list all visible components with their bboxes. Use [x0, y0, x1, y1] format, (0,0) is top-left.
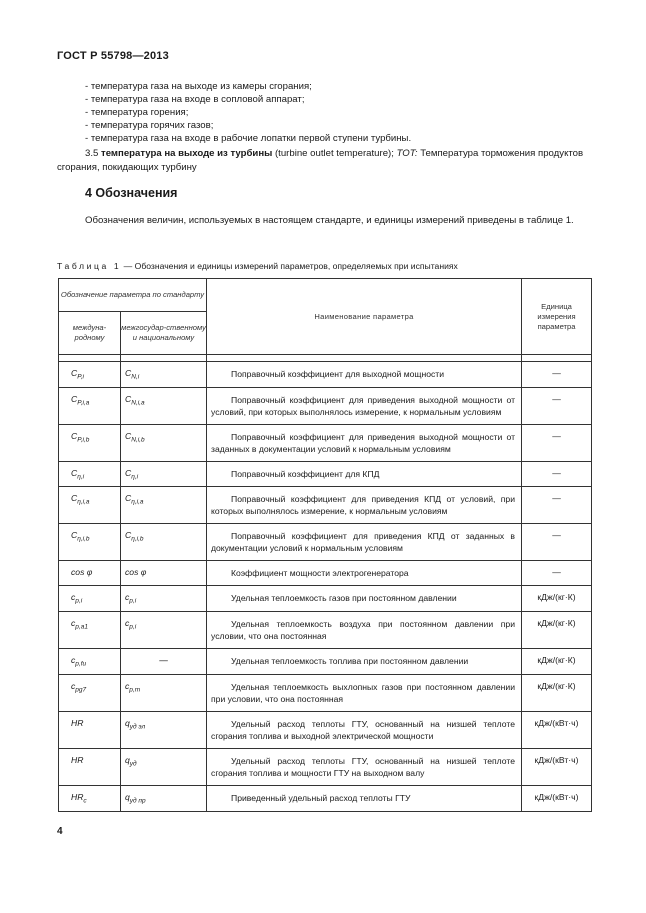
header-name: Наименование параметра	[207, 279, 522, 355]
cell-international-symbol: $C_{P,i,a}$	[59, 387, 121, 424]
table-row	[59, 586, 592, 612]
cell-unit: кДж/(кг·К)	[522, 674, 592, 711]
cell-national-symbol: —	[121, 649, 207, 675]
table-row	[59, 487, 592, 524]
cell-parameter-name: Удельный расход теплоты ГТУ, основанный на низшей теплоте сгорания топлива и выходной электрической мощности	[207, 711, 522, 748]
cell-parameter-name: Удельная теплоемкость воздуха при постоянном давлении при условии, что она постоянная	[207, 612, 522, 649]
cell-international-symbol: HR	[59, 748, 121, 785]
list-item: - температура газа на выходе из камеры сгорания;	[85, 81, 312, 92]
cell-unit: —	[522, 524, 592, 561]
table-row	[59, 748, 592, 785]
cell-international-symbol: $HR_c$	[59, 785, 121, 811]
cell-international-symbol: $c_{p,a1}$	[59, 612, 121, 649]
cell-unit: —	[522, 461, 592, 487]
cell-international-symbol: $c_{p,fu}$	[59, 649, 121, 675]
term-number: 3.5	[85, 148, 99, 159]
cell-national-symbol: $C_{N,i,b}$	[121, 424, 207, 461]
cell-unit: кДж/(кВт·ч)	[522, 711, 592, 748]
cell-international-symbol: $C_{\eta,i,a}$	[59, 487, 121, 524]
cell-national-symbol: cos φ	[121, 561, 207, 586]
cell-unit: кДж/(кВт·ч)	[522, 748, 592, 785]
cell-unit: —	[522, 424, 592, 461]
table-row	[59, 387, 592, 424]
cell-parameter-name: Поправочный коэффициент для выходной мощности	[207, 362, 522, 388]
cell-national-symbol: $q_{уд эл}$	[121, 711, 207, 748]
cell-unit: кДж/(кг·К)	[522, 586, 592, 612]
page-number: 4	[57, 826, 63, 837]
term-english: (turbine outlet temperature);	[272, 148, 397, 159]
cell-national-symbol: $C_{\eta,i}$	[121, 461, 207, 487]
cell-unit: кДж/(кг·К)	[522, 612, 592, 649]
table-row	[59, 561, 592, 586]
table-row	[59, 461, 592, 487]
table-row	[59, 785, 592, 811]
cell-unit: —	[522, 362, 592, 388]
cell-parameter-name: Удельный расход теплоты ГТУ, основанный на низшей теплоте сгорания топлива и мощности ГТУ на выходном валу	[207, 748, 522, 785]
cell-national-symbol: $c_{p,m}$	[121, 674, 207, 711]
cell-parameter-name: Поправочный коэффициент для приведения выходной мощности от условий, при которых выполнялось измерение, к нормальным условиям	[207, 387, 522, 424]
cell-national-symbol: $q_{уд}$	[121, 748, 207, 785]
cell-parameter-name: Поправочный коэффициент для приведения выходной мощности от заданных в документации условий к нормальным условиям	[207, 424, 522, 461]
header-group: Обозначение параметра по стандарту	[59, 279, 207, 312]
cell-unit: кДж/(кВт·ч)	[522, 785, 592, 811]
intro-paragraph: Обозначения величин, используемых в настоящем стандарте, и единицы измерений приведены в таблице 1.	[85, 215, 574, 226]
cell-parameter-name: Поправочный коэффициент для приведения КПД от условий, при которых выполнялось измерение, к нормальным условиям	[207, 487, 522, 524]
cell-national-symbol: $c_{p,i}$	[121, 586, 207, 612]
term-definition	[57, 147, 590, 175]
temperature-list	[85, 80, 411, 145]
table-row	[59, 524, 592, 561]
cell-national-symbol: $C_{\eta,i,b}$	[121, 524, 207, 561]
list-item: - температура горячих газов;	[85, 120, 214, 131]
cell-unit: —	[522, 387, 592, 424]
cell-national-symbol: $q_{уд пр}$	[121, 785, 207, 811]
parameters-table	[58, 278, 592, 812]
term-abbr: TOT:	[396, 148, 418, 159]
cell-international-symbol: $C_{\eta,i,b}$	[59, 524, 121, 561]
document-code: ГОСТ Р 55798—2013	[57, 50, 169, 62]
header-national: межгосудар-ственному и национальному	[121, 312, 207, 355]
cell-parameter-name: Удельная теплоемкость выхлопных газов при постоянном давлении при условии, что она постоянная	[207, 674, 522, 711]
section-title: 4 Обозначения	[85, 186, 178, 200]
term-title: температура на выходе из турбины	[101, 148, 273, 159]
cell-national-symbol: $C_{N,i,a}$	[121, 387, 207, 424]
cell-parameter-name: Поправочный коэффициент для приведения КПД от заданных в документации условий к нормальным условиям	[207, 524, 522, 561]
cell-international-symbol: cos φ	[59, 561, 121, 586]
cell-international-symbol: $C_{\eta,i}$	[59, 461, 121, 487]
table-caption	[57, 261, 458, 271]
cell-international-symbol: HR	[59, 711, 121, 748]
list-item: - температура горения;	[85, 107, 189, 118]
cell-parameter-name: Коэффициент мощности электрогенератора	[207, 561, 522, 586]
cell-national-symbol: $c_{p,i}$	[121, 612, 207, 649]
table-row	[59, 649, 592, 675]
cell-parameter-name: Удельная теплоемкость газов при постоянном давлении	[207, 586, 522, 612]
table-row	[59, 362, 592, 388]
cell-national-symbol: $C_{N,i}$	[121, 362, 207, 388]
cell-international-symbol: $c_{pg7}$	[59, 674, 121, 711]
cell-parameter-name: Поправочный коэффициент для КПД	[207, 461, 522, 487]
table-row	[59, 424, 592, 461]
list-item: - температура газа на входе в сопловой аппарат;	[85, 94, 305, 105]
cell-international-symbol: $C_{P,i,b}$	[59, 424, 121, 461]
table-spacer-row	[59, 355, 592, 362]
cell-international-symbol: $c_{p,i}$	[59, 586, 121, 612]
list-item: - температура газа на входе в рабочие лопатки первой ступени турбины.	[85, 133, 412, 144]
header-unit: Единица измерения параметра	[522, 279, 592, 355]
cell-national-symbol: $C_{\eta,i,a}$	[121, 487, 207, 524]
cell-international-symbol: $C_{P,i}$	[59, 362, 121, 388]
table-caption-label: Таблица 1	[57, 261, 122, 271]
cell-parameter-name: Приведенный удельный расход теплоты ГТУ	[207, 785, 522, 811]
cell-unit: кДж/(кг·К)	[522, 649, 592, 675]
header-international: междуна-родному	[59, 312, 121, 355]
table-row	[59, 674, 592, 711]
term-text: Температура торможения продуктов сгорания, покидающих турбину	[57, 148, 584, 173]
cell-parameter-name: Удельная теплоемкость топлива при постоянном давлении	[207, 649, 522, 675]
table-row	[59, 711, 592, 748]
cell-unit: —	[522, 561, 592, 586]
table-row	[59, 612, 592, 649]
cell-unit: —	[522, 487, 592, 524]
table-caption-text: — Обозначения и единицы измерений параметров, определяемых при испытаниях	[121, 261, 458, 271]
